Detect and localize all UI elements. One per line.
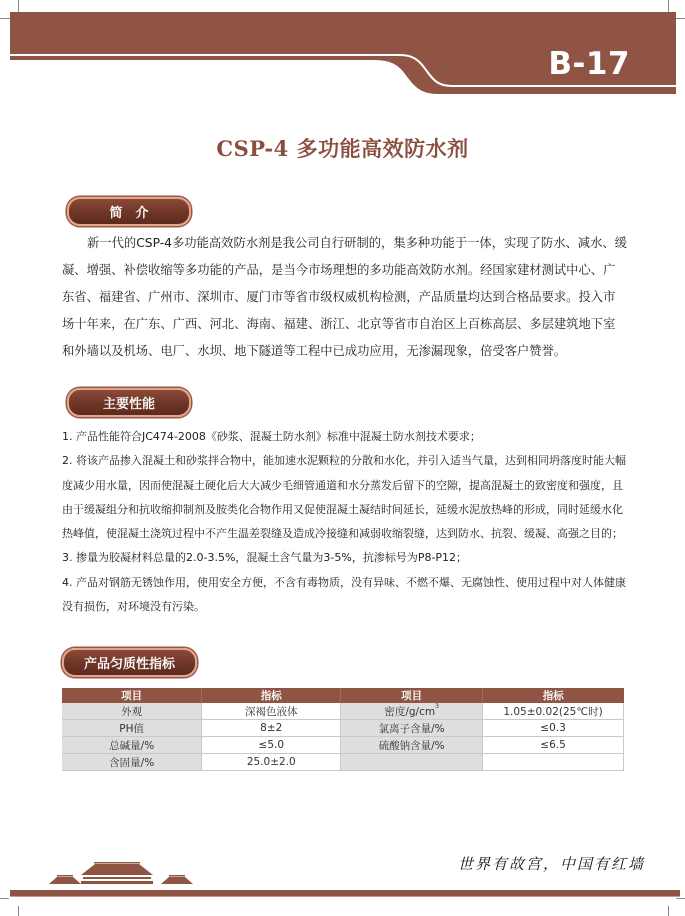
palace-roof-icon [45,852,195,888]
table-row [62,737,624,754]
performance-item: 3. 掺量为胶凝材料总量的2.0-3.5%，混凝土含气量为3-5%，抗渗标号为P8-P12； [62,551,468,565]
cell-value: 1.05±0.02(25℃时) [483,703,624,720]
section-heading-performance [67,388,191,417]
column-header: 项目 [62,688,202,703]
table-header-row [62,688,624,703]
footer-slogan: 世界有故宫，中国有红墙 [457,855,645,873]
section-heading-intro-label: 简 介 [109,206,149,221]
intro-paragraph: 新一代的CSP-4多功能高效防水剂是我公司自行研制的，集多种功能于一体，实现了防水、减水、缓凝、增强、补偿收缩等多功能的产品，是当今市场理想的多功能高效防水剂。经国家建材测试中心、广东省、福建省、广州市、深圳市、厦门市等省市级权威机构检测，产品质量均达到合格品要求。投入市场十年来，在广东、广西、河北、海南、福建、浙江、北京等省市自治区上百栋高层、多层建筑地下室和外墙以及机场、电厂、水坝、地下隧道等工程中已成功应用，无渗漏现象，倍受客户赞誉。 [62,236,627,358]
density-label: 密度/g/cm [384,705,436,718]
cell-value: ≤6.5 [483,737,624,754]
table-row [62,754,624,771]
page-title: CSP-4 多功能高效防水剂 [216,136,469,161]
cell-value: 8±2 [202,720,341,737]
cell-item [341,754,483,771]
column-header: 指标 [202,688,341,703]
table-row [62,720,624,737]
crop-mark [676,898,685,899]
cell-value: ≤5.0 [202,737,341,754]
cell-item: 外观 [62,703,202,720]
column-header: 指标 [483,688,624,703]
cell-value: 25.0±2.0 [202,754,341,771]
cell-item: PH值 [62,720,202,737]
performance-item: 1. 产品性能符合JC474-2008《砂浆、混凝土防水剂》标准中混凝土防水剂技术要求； [62,430,481,443]
cell-item: 硫酸钠含量/% [341,737,483,754]
section-heading-uniformity-label: 产品匀质性指标 [83,657,175,672]
cell-item: 总碱量/% [62,737,202,754]
section-heading-uniformity [62,648,197,677]
crop-mark [0,898,9,899]
performance-item: 2. 将该产品掺入混凝土和砂浆拌合物中，能加速水泥颗粒的分散和水化，并引入适当气量，达到相同坍落度时能大幅度减少用水量，因而使混凝土硬化后大大减少毛细管通道和水分蒸发后留下的空隙，提高混凝土的致密度和强度，且由于缓凝组分和抗收缩抑制剂及胺类化合物作用又促使混凝土凝结时间延长，延缓水泥放热峰的形成，同时延缓水化热峰值，使混凝土浇筑过程中不产生温差裂缝及造成冷接缝和减弱收缩裂缝，达到防水、抗裂、缓凝、高强之目的； [62,454,626,541]
cell-item: 氯离子含量/% [341,720,483,737]
uniformity-table [62,688,624,771]
section-heading-intro [67,197,191,226]
table-row [62,703,624,720]
performance-item: 4. 产品对钢筋无锈蚀作用，使用安全方便，不含有毒物质，没有异味、不燃不爆、无腐蚀性、使用过程中对人体健康没有损伤，对环境没有污染。 [62,575,626,614]
performance-list [62,425,632,619]
crop-mark [18,906,19,916]
footer-divider-thin [10,896,680,897]
page-code: B-17 [548,46,630,82]
cell-value: ≤0.3 [483,720,624,737]
section-heading-performance-label: 主要性能 [102,397,155,412]
cell-value: 深褐色液体 [202,703,341,720]
crop-mark [668,906,669,916]
cell-item: 含固量/% [62,754,202,771]
density-superscript: 3 [435,702,439,710]
cell-value [483,754,624,771]
column-header: 项目 [341,688,483,703]
cell-item [341,703,483,720]
